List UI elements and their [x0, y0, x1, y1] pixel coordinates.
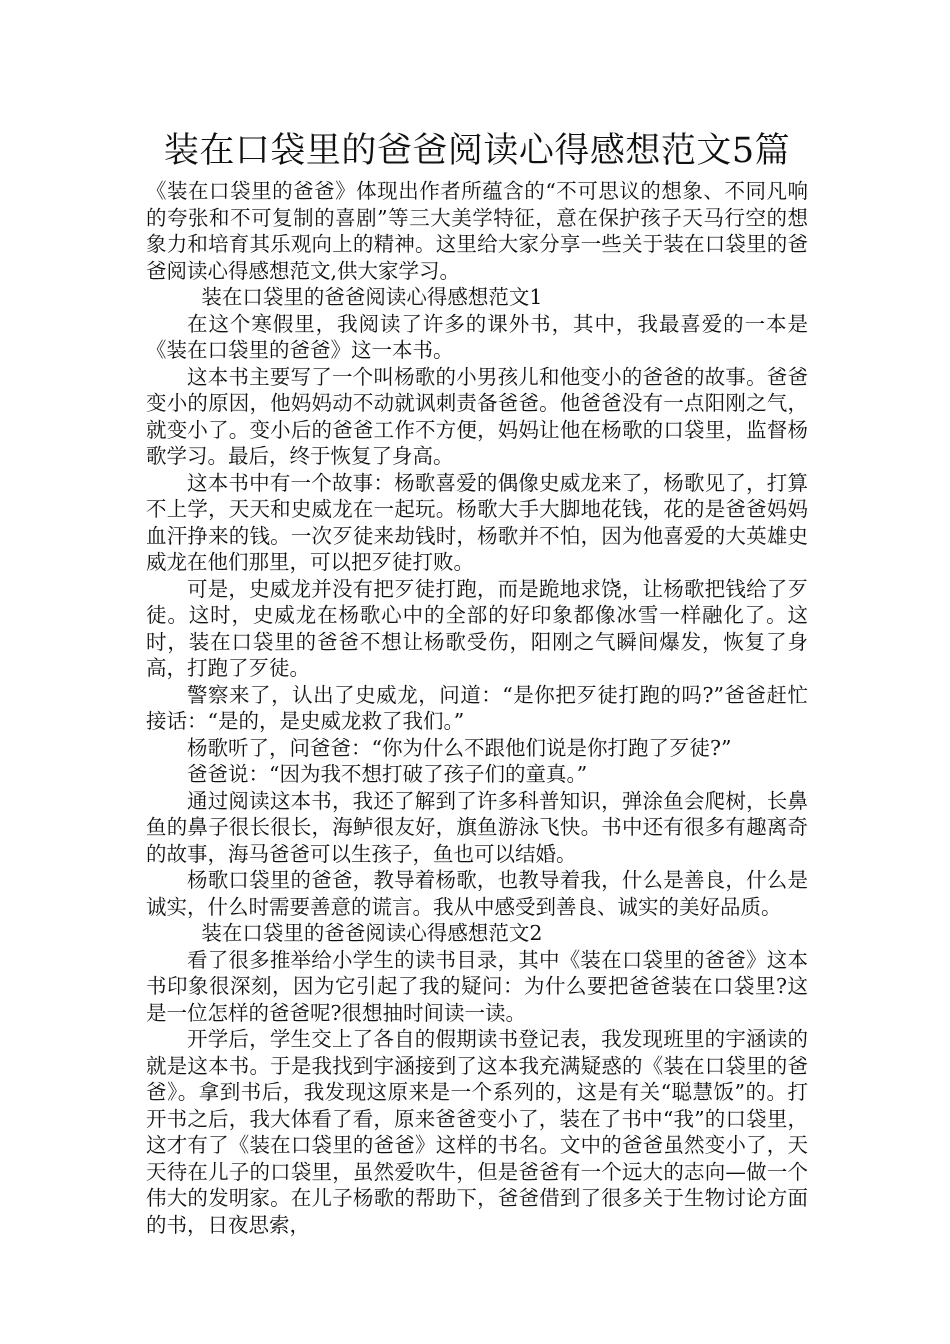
- document-page: [146, 128, 808, 1238]
- paragraph: 杨歌口袋里的爸爸，教导着杨歌，也教导着我，什么是善良，什么是诚实，什么时需要善意的谎言。我从中感受到善良、诚实的美好品质。: [146, 868, 808, 919]
- paragraph: 爸爸说：“因为我不想打破了孩子们的童真。”: [187, 762, 588, 786]
- paragraph: 这本书主要写了一个叫杨歌的小男孩儿和他变小的爸爸的故事。爸爸变小的原因，他妈妈动不动就讽刺责备爸爸。他爸爸没有一点阳刚之气，就变小了。变小后的爸爸工作不方便，妈妈让他在杨歌的口袋里，监督杨歌学习。最后，终于恢复了身高。: [146, 364, 808, 468]
- intro-paragraph: 《装在口袋里的爸爸》体现出作者所蕴含的“不可思议的想象、不同凡响的夸张和不可复制的喜剧”等三大美学特征，意在保护孩子天马行空的想象力和培育其乐观向上的精神。这里给大家分享一些关于装在口袋里的爸爸阅读心得感想范文,供大家学习。: [146, 179, 808, 283]
- paragraph: 警察来了，认出了史威龙，问道：“是你把歹徒打跑的吗?”爸爸赶忙接话：“是的，是史威龙救了我们。”: [146, 682, 808, 733]
- paragraph: 开学后，学生交上了各自的假期读书登记表，我发现班里的宇涵读的就是这本书。于是我找到宇涵接到了这本我充满疑惑的《装在口袋里的爸爸》。拿到书后，我发现这原来是一个系列的，这是有关“聪慧饭”的。打开书之后，我大体看了看，原来爸爸变小了，装在了书中“我”的口袋里，这才有了《装在口袋里的爸爸》这样的书名。文中的爸爸虽然变小了，天天待在儿子的口袋里，虽然爱吹牛，但是爸爸有一个远大的志向—做一个伟大的发明家。在儿子杨歌的帮助下，爸爸借到了很多关于生物讨论方面的书，日夜思索，: [146, 1027, 808, 1237]
- paragraph: 可是，史威龙并没有把歹徒打跑，而是跪地求饶，让杨歌把钱给了歹徒。这时，史威龙在杨歌心中的全部的好印象都像冰雪一样融化了。这时，装在口袋里的爸爸不想让杨歌受伤，阳刚之气瞬间爆发，恢复了身高，打跑了歹徒。: [146, 576, 808, 680]
- paragraph: 通过阅读这本书，我还了解到了许多科普知识，弹涂鱼会爬树，长鼻鱼的鼻子很长很长，海鲈很友好，旗鱼游泳飞快。书中还有很多有趣离奇的故事，海马爸爸可以生孩子，鱼也可以结婚。: [146, 788, 808, 866]
- paragraph: 这本书中有一个故事：杨歌喜爱的偶像史威龙来了，杨歌见了，打算不上学，天天和史威龙在一起玩。杨歌大手大脚地花钱，花的是爸爸妈妈血汗挣来的钱。一次歹徒来劫钱时，杨歌并不怕，因为他喜爱的大英雄史威龙在他们那里，可以把歹徒打败。: [146, 470, 808, 574]
- document-title: 装在口袋里的爸爸阅读心得感想范文5篇: [163, 131, 791, 171]
- paragraph: 杨歌听了，问爸爸：“你为什么不跟他们说是你打跑了歹徒?”: [187, 735, 732, 760]
- paragraph: 在这个寒假里，我阅读了许多的课外书，其中，我最喜爱的一本是《装在口袋里的爸爸》这一本书。: [146, 311, 808, 362]
- paragraph: 看了很多推举给小学生的读书目录，其中《装在口袋里的爸爸》这本书印象很深刻，因为它引起了我的疑问：为什么要把爸爸装在口袋里?这是一位怎样的爸爸呢?很想抽时间读一读。: [146, 947, 808, 1025]
- section-heading-1: 装在口袋里的爸爸阅读心得感想范文1: [201, 285, 543, 309]
- section-heading-2: 装在口袋里的爸爸阅读心得感想范文2: [201, 921, 543, 945]
